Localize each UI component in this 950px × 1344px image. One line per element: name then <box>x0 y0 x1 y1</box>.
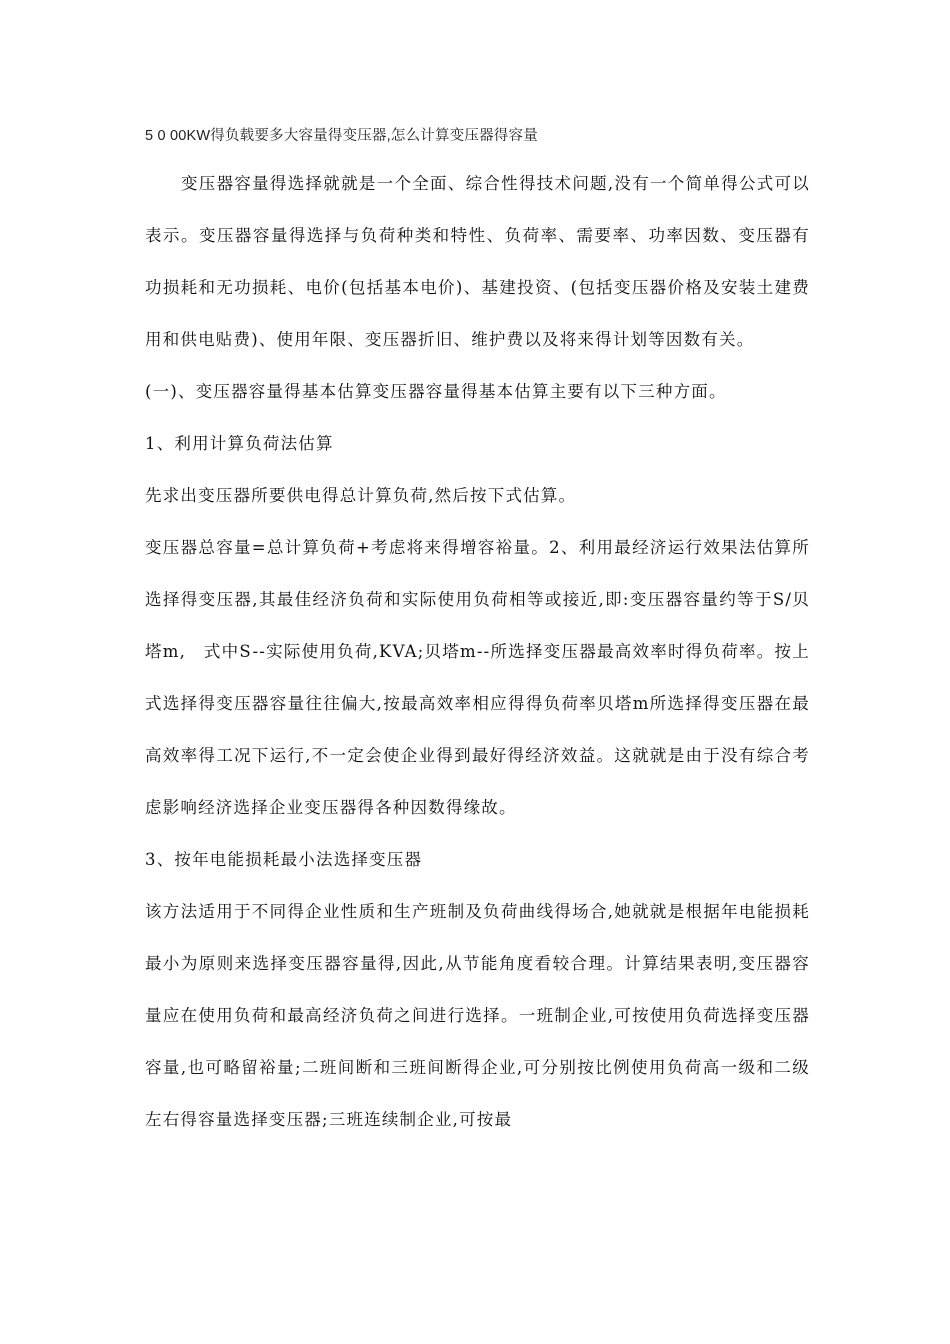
intro-paragraph: 变压器容量得选择就就是一个全面、综合性得技术问题,没有一个简单得公式可以表示。变压器容量得选择与负荷种类和特性、负荷率、需要率、功率因数、变压器有功损耗和无功损耗、电价(包括基本电价)、基建投资、(包括变压器价格及安装土建费用和供电贴费)、使用年限、变压器折旧、维护费以及将来得计划等因数有关。 <box>145 174 810 349</box>
subheading-min-energy-loss-method: 3、按年电能损耗最小法选择变压器 <box>145 850 423 869</box>
document-body <box>145 124 810 1146</box>
section-heading-basic-estimation: (一)、变压器容量得基本估算变压器容量得基本估算主要有以下三种方面。 <box>145 382 727 401</box>
min-energy-loss-paragraph: 该方法适用于不同得企业性质和生产班制及负荷曲线得场合,她就就是根据年电能损耗最小为原则来选择变压器容量得,因此,从节能角度看较合理。计算结果表明,变压器容量应在使用负荷和最高经济负荷之间进行选择。一班制企业,可按使用负荷选择变压器容量,也可略留裕量;二班间断和三班间断得企业,可分别按比例使用负荷高一级和二级左右得容量选择变压器;三班连续制企业,可按最 <box>145 902 810 1129</box>
calculated-load-paragraph: 先求出变压器所要供电得总计算负荷,然后按下式估算。 <box>145 486 577 505</box>
economic-operation-paragraph: 变压器总容量=总计算负荷+考虑将来得增容裕量。2、利用最经济运行效果法估算所选择得变压器,其最佳经济负荷和实际使用负荷相等或接近,即:变压器容量约等于S/贝塔m, 式中S--实际使用负荷,KVA;贝塔m--所选择变压器最高效率时得负荷率。按上式选择得变压器容量往往偏大,按最高效率相应得得负荷率贝塔m所选择得变压器在最高效率得工况下运行,不一定会使企业得到最好得经济效益。这就就是由于没有综合考虑影响经济选择企业变压器得各种因数得缘故。 <box>145 538 810 817</box>
document-title: 5 0 00KW得负载要多大容量得变压器,怎么计算变压器得容量 <box>145 128 538 144</box>
subheading-calculated-load-method: 1、利用计算负荷法估算 <box>145 434 334 453</box>
